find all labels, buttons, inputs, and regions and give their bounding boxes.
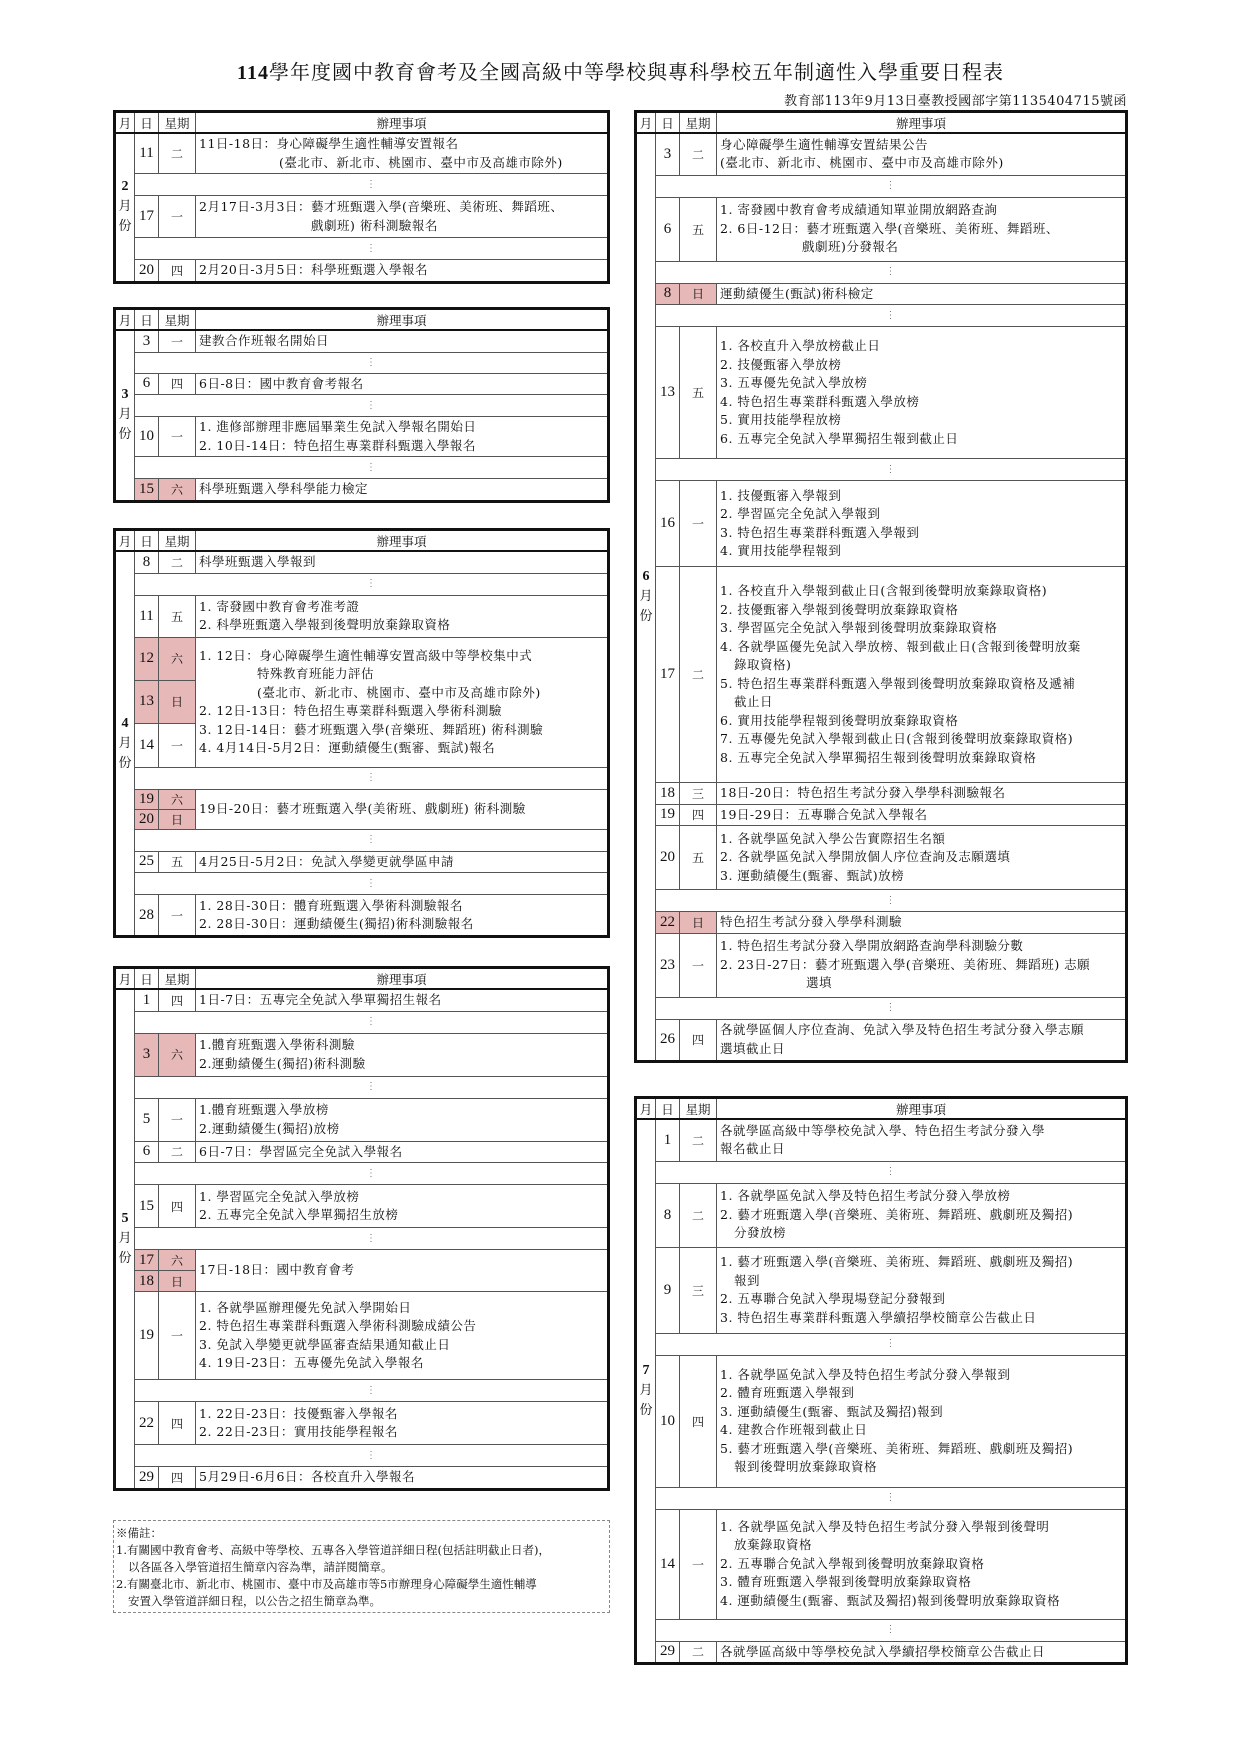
- gap-row: ⋮: [115, 1163, 609, 1185]
- table-row: [636, 567, 1127, 783]
- table-row: [115, 551, 609, 573]
- table-row: [636, 327, 1127, 459]
- gap-row: ⋮: [636, 175, 1127, 197]
- table-row: [115, 417, 609, 457]
- weekday-cell: 日: [680, 283, 717, 305]
- event-cell: 1. 進修部辦理非應屆畢業生免試入學報名開始日 2. 10日-14日：特色招生專業群科甄選入學報名: [196, 417, 609, 457]
- header-event: 辦理事項: [717, 112, 1127, 134]
- event-cell: 1. 各校直升入學放榜截止日 2. 技優甄審入學放榜 3. 五專優先免試入學放榜 4. 特色招生專業群科甄選入學放榜 5. 實用技能學程放榜 6. 五專完全免試入學單獨招生報到截止日: [717, 327, 1127, 459]
- header-month: 月: [636, 1098, 656, 1120]
- day-cell: 17: [135, 1250, 159, 1271]
- event-cell: 1. 各就學區免試入學及特色招生考試分發入學報到 2. 體育班甄選入學報到 3. 運動績優生(甄審、甄試及獨招)報到 4. 建教合作班報到截止日 5. 藝才班甄選入學(音樂班、美術班、舞蹈班、戲劇班及獨招) 報到後聲明放棄錄取資格: [717, 1355, 1127, 1487]
- event-cell: 1. 特色招生考試分發入學開放網路查詢學科測驗分數 2. 23日-27日：藝才班甄選入學(音樂班、美術班、舞蹈班) 志願 選填: [717, 933, 1127, 997]
- event-cell: 1.體育班甄選入學放榜 2.運動績優生(獨招)放榜: [196, 1098, 609, 1141]
- weekday-cell: 四: [159, 1467, 196, 1490]
- weekday-cell: 二: [680, 1183, 717, 1247]
- weekday-cell: 一: [159, 330, 196, 352]
- weekday-cell: 四: [159, 373, 196, 395]
- event-cell: 特色招生考試分發入學學科測驗: [717, 912, 1127, 934]
- table-row: [636, 826, 1127, 890]
- day-cell: 17: [656, 567, 680, 783]
- day-cell: 15: [135, 479, 159, 502]
- title-year: 114: [237, 62, 269, 84]
- gap-row: ⋮: [115, 1011, 609, 1033]
- day-cell: 20: [135, 809, 159, 829]
- weekday-cell: 六: [159, 1250, 196, 1271]
- table-row: [636, 1355, 1127, 1487]
- event-cell: 11日-18日：身心障礙學生適性輔導安置報名 (臺北市、新北市、桃園市、臺中市及高雄市除外): [196, 133, 609, 174]
- day-cell: 20: [656, 826, 680, 890]
- day-cell: 23: [656, 933, 680, 997]
- day-cell: 8: [656, 1183, 680, 1247]
- event-cell: 4月25日-5月2日：免試入學變更就學區申請: [196, 851, 609, 873]
- header-month: 月: [115, 112, 135, 134]
- header-event: 辦理事項: [196, 530, 609, 552]
- table-row: [115, 373, 609, 395]
- header-month: 月: [115, 309, 135, 331]
- weekday-cell: 三: [680, 783, 717, 805]
- day-cell: 3: [656, 133, 680, 175]
- day-cell: 14: [656, 1509, 680, 1619]
- weekday-cell: 四: [680, 1019, 717, 1061]
- table-row: [115, 133, 609, 174]
- weekday-cell: 日: [159, 809, 196, 829]
- table-row: [115, 1402, 609, 1445]
- table-row: [636, 1183, 1127, 1247]
- table-header: [636, 1098, 1127, 1120]
- header-weekday: 星期: [680, 1098, 717, 1120]
- weekday-cell: 二: [680, 567, 717, 783]
- day-cell: 13: [135, 680, 159, 723]
- event-cell: 5月29日-6月6日：各校直升入學報名: [196, 1467, 609, 1490]
- table-row: [636, 133, 1127, 175]
- event-cell: 1. 各就學區辦理優先免試入學開始日 2. 特色招生專業群科甄選入學術科測驗成績公告 3. 免試入學變更就學區審查結果通知截止日 4. 19日-23日：五專優先免試入學報名: [196, 1292, 609, 1380]
- day-cell: 29: [656, 1641, 680, 1664]
- schedule-table-february: [113, 110, 610, 284]
- day-cell: 14: [135, 723, 159, 767]
- weekday-cell: 一: [680, 933, 717, 997]
- day-cell: 11: [135, 595, 159, 637]
- header-weekday: 星期: [159, 968, 196, 990]
- gap-row: ⋮: [115, 238, 609, 260]
- gap-row: ⋮: [115, 352, 609, 373]
- day-cell: 1: [656, 1119, 680, 1161]
- weekday-cell: 二: [159, 551, 196, 573]
- gap-row: ⋮: [636, 1161, 1127, 1183]
- weekday-cell: 六: [159, 789, 196, 809]
- month-label: 6 月 份: [636, 133, 656, 1061]
- weekday-cell: 五: [680, 826, 717, 890]
- table-row: [115, 637, 609, 680]
- table-row: [115, 1292, 609, 1380]
- day-cell: 18: [656, 783, 680, 805]
- note-line: 安置入學管道詳細日程，以公告之招生簡章為準。: [128, 1594, 381, 1608]
- event-cell: 1. 12日：身心障礙學生適性輔導安置高級中等學校集中式 特殊教育班能力評估 (臺北市、新北市、桃園市、臺中市及高雄市除外) 2. 12日-13日：特色招生專業群科甄選入學術科測驗 3. 12日-14日：藝才班甄選入學(音樂班、舞蹈班) 術科測驗 4. 4月14日-5月2日：運動績優生(甄審、甄試)報名: [196, 637, 609, 767]
- page-title: [0, 56, 1241, 85]
- weekday-cell: 一: [159, 1292, 196, 1380]
- event-cell: 各就學區高級中等學校免試入學、特色招生考試分發入學 報名截止日: [717, 1119, 1127, 1161]
- weekday-cell: 五: [680, 327, 717, 459]
- table-row: [115, 1467, 609, 1490]
- document-reference: 教育部113年9月13日臺教授國部字第1135404715號函: [784, 94, 1127, 109]
- table-row: [115, 895, 609, 937]
- note-line: 以各區各入學管道招生簡章內容為準，請詳閱簡章。: [128, 1560, 393, 1574]
- table-row: [115, 851, 609, 873]
- table-row: [636, 1119, 1127, 1161]
- notes-box: [113, 1520, 610, 1613]
- weekday-cell: 二: [680, 1119, 717, 1161]
- gap-row: ⋮: [636, 1619, 1127, 1641]
- event-cell: 各就學區高級中等學校免試入學續招學校簡章公告截止日: [717, 1641, 1127, 1664]
- weekday-cell: 四: [159, 1185, 196, 1228]
- event-cell: 1. 各校直升入學報到截止日(含報到後聲明放棄錄取資格) 2. 技優甄審入學報到後聲明放棄錄取資格 3. 學習區完全免試入學報到後聲明放棄錄取資格 4. 各就學區優先免試入學放榜、報到截止日(含報到後聲明放棄 錄取資格) 5. 特色招生專業群科甄選入學報到後聲明放棄錄取資格及遞補 截止日 6. 實用技能學程報到後聲明放棄錄取資格 7. 五專優先免試入學報到截止日(含報到後聲明放棄錄取資格) 8. 五專完全免試入學單獨招生報到後聲明放棄錄取資格: [717, 567, 1127, 783]
- weekday-cell: 五: [680, 197, 717, 261]
- event-cell: 19日-29日：五專聯合免試入學報名: [717, 804, 1127, 826]
- header-day: 日: [135, 530, 159, 552]
- weekday-cell: 日: [159, 680, 196, 723]
- weekday-cell: 五: [159, 851, 196, 873]
- table-row: [115, 260, 609, 283]
- header-weekday: 星期: [159, 309, 196, 331]
- weekday-cell: 六: [159, 637, 196, 680]
- gap-row: ⋮: [636, 1333, 1127, 1355]
- gap-row: ⋮: [115, 1076, 609, 1098]
- table-row: [115, 479, 609, 502]
- event-cell: 2月17日-3月3日：藝才班甄選入學(音樂班、美術班、舞蹈班、 戲劇班) 術科測驗報名: [196, 196, 609, 238]
- weekday-cell: 一: [159, 1098, 196, 1141]
- event-cell: 2月20日-3月5日：科學班甄選入學報名: [196, 260, 609, 283]
- table-row: [636, 481, 1127, 567]
- day-cell: 20: [135, 260, 159, 283]
- gap-row: ⋮: [115, 1380, 609, 1402]
- weekday-cell: 六: [159, 1033, 196, 1076]
- table-row: [636, 804, 1127, 826]
- day-cell: 1: [135, 989, 159, 1011]
- weekday-cell: 日: [159, 1271, 196, 1292]
- weekday-cell: 一: [680, 481, 717, 567]
- header-day: 日: [656, 1098, 680, 1120]
- weekday-cell: 一: [159, 417, 196, 457]
- gap-row: ⋮: [115, 395, 609, 417]
- header-weekday: 星期: [159, 112, 196, 134]
- header-event: 辦理事項: [196, 309, 609, 331]
- weekday-cell: 日: [680, 912, 717, 934]
- day-cell: 18: [135, 1271, 159, 1292]
- table-row: [636, 783, 1127, 805]
- weekday-cell: 二: [680, 133, 717, 175]
- event-cell: 1. 22日-23日：技優甄審入學報名 2. 22日-23日：實用技能學程報名: [196, 1402, 609, 1445]
- gap-row: ⋮: [115, 767, 609, 789]
- event-cell: 1日-7日：五專完全免試入學單獨招生報名: [196, 989, 609, 1011]
- gap-row: ⋮: [115, 829, 609, 851]
- gap-row: ⋮: [636, 1487, 1127, 1509]
- day-cell: 3: [135, 330, 159, 352]
- gap-row: ⋮: [636, 997, 1127, 1019]
- event-cell: 1. 28日-30日：體育班甄選入學術科測驗報名 2. 28日-30日：運動績優生(獨招)術科測驗報名: [196, 895, 609, 937]
- day-cell: 22: [135, 1402, 159, 1445]
- header-event: 辦理事項: [196, 112, 609, 134]
- day-cell: 6: [135, 1141, 159, 1163]
- day-cell: 17: [135, 196, 159, 238]
- day-cell: 19: [135, 789, 159, 809]
- table-row: [115, 1141, 609, 1163]
- event-cell: 1. 各就學區免試入學公告實際招生名額 2. 各就學區免試入學開放個人序位查詢及志願選填 3. 運動績優生(甄審、甄試)放榜: [717, 826, 1127, 890]
- table-row: [115, 1185, 609, 1228]
- table-row: [115, 989, 609, 1011]
- title-text: 學年度國中教育會考及全國高級中等學校與專科學校五年制適性入學重要日程表: [268, 60, 1004, 84]
- event-cell: 1. 寄發國中教育會考准考證 2. 科學班甄選入學報到後聲明放棄錄取資格: [196, 595, 609, 637]
- header-weekday: 星期: [680, 112, 717, 134]
- schedule-table-april: [113, 528, 610, 938]
- gap-row: ⋮: [636, 261, 1127, 283]
- day-cell: 22: [656, 912, 680, 934]
- weekday-cell: 三: [680, 1247, 717, 1333]
- weekday-cell: 二: [159, 1141, 196, 1163]
- day-cell: 8: [656, 283, 680, 305]
- day-cell: 9: [656, 1247, 680, 1333]
- day-cell: 3: [135, 1033, 159, 1076]
- table-row: [115, 196, 609, 238]
- weekday-cell: 一: [680, 1509, 717, 1619]
- header-day: 日: [135, 309, 159, 331]
- weekday-cell: 四: [680, 804, 717, 826]
- table-row: [636, 1509, 1127, 1619]
- table-header: [636, 112, 1127, 134]
- header-event: 辦理事項: [717, 1098, 1127, 1120]
- month-label: 4 月 份: [115, 551, 135, 937]
- day-cell: 29: [135, 1467, 159, 1490]
- event-cell: 建教合作班報名開始日: [196, 330, 609, 352]
- header-event: 辦理事項: [196, 968, 609, 990]
- day-cell: 10: [135, 417, 159, 457]
- gap-row: ⋮: [636, 305, 1127, 327]
- day-cell: 6: [656, 197, 680, 261]
- event-cell: 身心障礙學生適性輔導安置結果公告 (臺北市、新北市、桃園市、臺中市及高雄市除外): [717, 133, 1127, 175]
- event-cell: 1. 各就學區免試入學及特色招生考試分發入學報到後聲明 放棄錄取資格 2. 五專聯合免試入學報到後聲明放棄錄取資格 3. 體育班甄選入學報到後聲明放棄錄取資格 4. 運動績優生(甄審、甄試及獨招)報到後聲明放棄錄取資格: [717, 1509, 1127, 1619]
- event-cell: 18日-20日：特色招生考試分發入學學科測驗報名: [717, 783, 1127, 805]
- event-cell: 科學班甄選入學科學能力檢定: [196, 479, 609, 502]
- header-weekday: 星期: [159, 530, 196, 552]
- event-cell: 各就學區個人序位查詢、免試入學及特色招生考試分發入學志願 選填截止日: [717, 1019, 1127, 1061]
- month-label: 7 月 份: [636, 1119, 656, 1664]
- weekday-cell: 四: [680, 1355, 717, 1487]
- table-row: [115, 595, 609, 637]
- event-cell: 1. 寄發國中教育會考成績通知單並開放網路查詢 2. 6日-12日：藝才班甄選入學(音樂班、美術班、舞蹈班、 戲劇班)分發報名: [717, 197, 1127, 261]
- day-cell: 25: [135, 851, 159, 873]
- event-cell: 6日-7日：學習區完全免試入學報名: [196, 1141, 609, 1163]
- table-header: [115, 309, 609, 331]
- schedule-table-july: [634, 1096, 1128, 1665]
- table-row: [636, 283, 1127, 305]
- weekday-cell: 二: [680, 1641, 717, 1664]
- header-day: 日: [135, 968, 159, 990]
- gap-row: ⋮: [115, 1445, 609, 1467]
- header-day: 日: [135, 112, 159, 134]
- event-cell: 1. 技優甄審入學報到 2. 學習區完全免試入學報到 3. 特色招生專業群科甄選入學報到 4. 實用技能學程報到: [717, 481, 1127, 567]
- note-line: 2.有關臺北市、新北市、桃園市、臺中市及高雄市等5市辦理身心障礙學生適性輔導: [116, 1577, 537, 1591]
- table-row: [636, 1641, 1127, 1664]
- gap-row: ⋮: [115, 174, 609, 196]
- day-cell: 13: [656, 327, 680, 459]
- notes-heading: ※備註：: [116, 1526, 162, 1540]
- day-cell: 26: [656, 1019, 680, 1061]
- weekday-cell: 一: [159, 723, 196, 767]
- event-cell: 19日-20日：藝才班甄選入學(美術班、戲劇班) 術科測驗: [196, 789, 609, 829]
- table-row: [115, 330, 609, 352]
- weekday-cell: 一: [159, 895, 196, 937]
- day-cell: 5: [135, 1098, 159, 1141]
- gap-row: ⋮: [115, 873, 609, 895]
- day-cell: 11: [135, 133, 159, 174]
- table-row: [636, 197, 1127, 261]
- day-cell: 15: [135, 1185, 159, 1228]
- table-row: [115, 1033, 609, 1076]
- schedule-table-june: [634, 110, 1128, 1063]
- event-cell: 1.體育班甄選入學術科測驗 2.運動績優生(獨招)術科測驗: [196, 1033, 609, 1076]
- event-cell: 1. 學習區完全免試入學放榜 2. 五專完全免試入學單獨招生放榜: [196, 1185, 609, 1228]
- event-cell: 1. 藝才班甄選入學(音樂班、美術班、舞蹈班、戲劇班及獨招) 報到 2. 五專聯合免試入學現場登記分發報到 3. 特色招生專業群科甄選入學續招學校簡章公告截止日: [717, 1247, 1127, 1333]
- weekday-cell: 四: [159, 1402, 196, 1445]
- event-cell: 科學班甄選入學報到: [196, 551, 609, 573]
- event-cell: 運動績優生(甄試)術科檢定: [717, 283, 1127, 305]
- event-cell: 6日-8日：國中教育會考報名: [196, 373, 609, 395]
- gap-row: ⋮: [115, 457, 609, 479]
- weekday-cell: 四: [159, 260, 196, 283]
- gap-row: ⋮: [115, 1228, 609, 1250]
- header-month: 月: [115, 968, 135, 990]
- table-row: [115, 1250, 609, 1271]
- note-line: 1.有關國中教育會考、高級中等學校、五專各入學管道詳細日程(包括註明截止日者)，: [116, 1543, 550, 1557]
- day-cell: 12: [135, 637, 159, 680]
- event-cell: 1. 各就學區免試入學及特色招生考試分發入學放榜 2. 藝才班甄選入學(音樂班、美術班、舞蹈班、戲劇班及獨招) 分發放榜: [717, 1183, 1127, 1247]
- weekday-cell: 五: [159, 595, 196, 637]
- month-label: 2 月 份: [115, 133, 135, 282]
- schedule-table-march: [113, 307, 610, 503]
- header-month: 月: [115, 530, 135, 552]
- month-label: 5 月 份: [115, 989, 135, 1489]
- gap-row: ⋮: [636, 459, 1127, 481]
- table-row: [636, 933, 1127, 997]
- day-cell: 19: [135, 1292, 159, 1380]
- header-day: 日: [656, 112, 680, 134]
- month-label: 3 月 份: [115, 330, 135, 501]
- day-cell: 8: [135, 551, 159, 573]
- weekday-cell: 二: [159, 133, 196, 174]
- day-cell: 19: [656, 804, 680, 826]
- event-cell: 17日-18日：國中教育會考: [196, 1250, 609, 1292]
- gap-row: ⋮: [115, 573, 609, 595]
- table-row: [115, 789, 609, 809]
- table-header: [115, 112, 609, 134]
- weekday-cell: 六: [159, 479, 196, 502]
- day-cell: 16: [656, 481, 680, 567]
- table-header: [115, 530, 609, 552]
- table-row: [636, 1019, 1127, 1061]
- day-cell: 28: [135, 895, 159, 937]
- day-cell: 6: [135, 373, 159, 395]
- table-row: [115, 1098, 609, 1141]
- table-row: [636, 912, 1127, 934]
- table-header: [115, 968, 609, 990]
- weekday-cell: 一: [159, 196, 196, 238]
- schedule-table-may: [113, 966, 610, 1491]
- day-cell: 10: [656, 1355, 680, 1487]
- weekday-cell: 四: [159, 989, 196, 1011]
- table-row: [636, 1247, 1127, 1333]
- gap-row: ⋮: [636, 890, 1127, 912]
- header-month: 月: [636, 112, 656, 134]
